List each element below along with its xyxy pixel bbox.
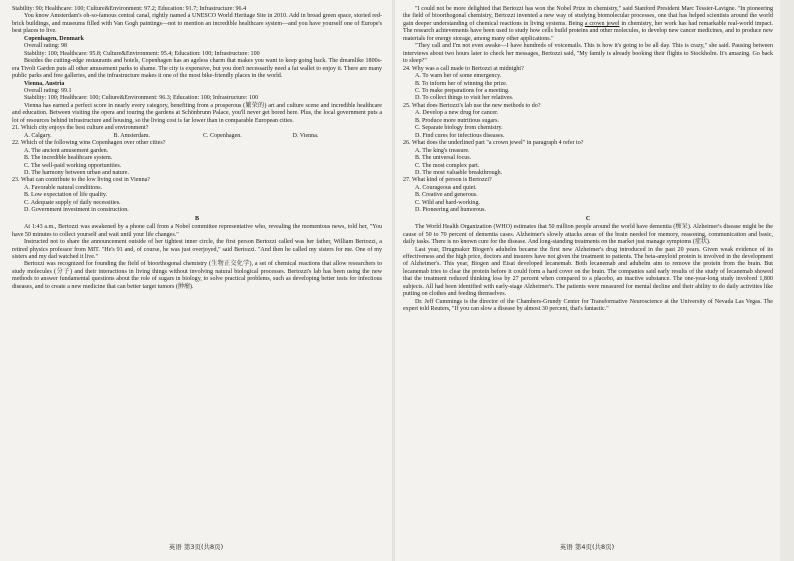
option: A. To warn her of some emergency.: [415, 73, 502, 80]
question-22: 22. Which of the following wins Copenhagen over other cities?: [12, 140, 166, 147]
question-21: 21. Which city enjoys the best culture and environment?: [12, 125, 149, 132]
option: D. To collect things to visit her relatives.: [415, 95, 514, 102]
page-4: [395, 0, 779, 561]
vienna-rating: Overall rating: 99.1: [24, 87, 72, 94]
question-23: 23. What can contribute to the low living cost in Vienna?: [12, 177, 150, 184]
option: D. The most valuable breakthrough.: [415, 169, 503, 176]
passage-c-paragraph-2: Last year, Drugmaker Biogen's aduhelm became the first new Alzheimer's drug introduced in the past 20 years. Given weak evidence of its effectiveness and the high price, doctors and insurers have not given the treatment to patients. The beta-amyloid protein is involved in the development of Alzheimer's. This year, Biogen and Eisai developed lecanemab. Both lecanemab and aduhelm aim to remove the protein from the brain. But lecanemab tries to clear the protein before it could form a hard cover on the brain. The companies said early results of the study of lecanemab showed that the treatment reduced thinking loss by 27 percent when compared to a placebo, an inactive substance. The one-year-long study involved 1,800 subjects. All had been identified with early-stage Alzheimer's. The patients were measured for mental decline and their ability to do daily activities like putting on clothes and feeding themselves.: [403, 246, 773, 298]
paragraph-text: in chemistry, her work has had remarkable real-world impact. The research achievements have been used to study how cells build proteins and other molecules, to develop new cancer medicines, and to produce new materials for energy storage, among many other applications.": [403, 20, 774, 42]
option: A. The ancient amusement garden.: [24, 147, 109, 154]
vienna-description: Vienna has earned a perfect score in nearly every category, benefiting from a prosperous (繁荣的) art and culture scene and incredible healthcare and education. Between visiting the opera and touring the gardens at Schönbrunn Palace, you'll never get bored here. Plus, the local government puts a lot of resources behind infrastructure and housing, so the living cost is far lower than in comparable European cities.: [12, 102, 382, 124]
option: A. Calgary.: [24, 132, 52, 139]
option: C. The most complex part.: [415, 162, 480, 169]
amsterdam-stats: Stability: 90; Healthcare: 100; Culture&Environment: 97.2; Education: 91.7; Infrastructure: 96.4: [12, 6, 247, 12]
copenhagen-heading: Copenhagen, Denmark: [24, 35, 84, 42]
copenhagen-description: Besides the cutting-edge restaurants and hotels, Copenhagen has an ageless charm that makes you want to keep going back. The dreamlike 1800s-era Tivoli Garden puts all other amusement parks to shame. The city is expensive, but you don't necessarily need a fat wallet to enjoy it. There are many public parks and free galleries, and the infrastructure makes it one of the most bike-friendly places in the world.: [12, 58, 382, 80]
passage-b-paragraph-4: [403, 6, 773, 43]
passage-b-paragraph-2: Instructed not to share the announcement outside of her tightest inner circle, the first person Bertozzi called was her father, William Bertozzi, a retired physics professor from MIT. "He's 91 and, of course, he was just overjoyed," said Bertozzi. "And then he called my sisters for me. One of my sisters and my dad watched it live.": [12, 239, 382, 260]
passage-b-paragraph-1: At 1:43 a.m., Bertozzi was awakened by a phone call from a Nobel committee representative who, revealing the momentous news, told her, "You have 50 minutes to collect yourself and wait until your life changes.": [12, 224, 382, 238]
underlined-phrase: a crown jewel: [584, 20, 620, 27]
option: A. Favorable natural conditions.: [24, 184, 103, 191]
paragraph-text: "I could not be more delighted that Bertozzi has won the Nobel Prize in chemistry," said Stanford President Marc Tessier-Lavigne. "In pioneering the field of bioorthogonal chemistry, Bertozzi invented a new way of studying biomolecular processes, one that has helped scientists around the world gain deeper understanding of chemical reactions in living systems. Being: [403, 6, 773, 27]
option: A. The king's treasure.: [415, 147, 470, 154]
paper-edge: [780, 0, 794, 561]
section-c-heading: C: [585, 215, 591, 222]
option: B. Amsterdam.: [113, 132, 150, 139]
page-footer: 英语 第3页(共8页): [168, 542, 224, 551]
copenhagen-stats: Stability: 100; Healthcare: 95.8; Culture&Environment: 95.4; Education: 100; Infrastructure: 100: [24, 50, 260, 57]
copenhagen-rating: Overall rating: 98: [24, 43, 67, 50]
option: B. To inform her of winning the prize.: [415, 80, 508, 87]
section-b-heading: B: [194, 215, 200, 222]
option: B. Produce more nutritious sugars.: [415, 117, 499, 124]
option: C. Copenhagen.: [203, 132, 242, 139]
option: A. Develop a new drug for cancer.: [415, 110, 499, 117]
option: D. Pioneering and humorous.: [415, 207, 487, 214]
option: D. Government investment in construction.: [24, 207, 129, 214]
passage-b-paragraph-5: "They call and I'm not even awake—I have hundreds of voicemails. This is how it's going to be all day. This is crazy," she said. Pausing between interviews about two hours later to check her messages, Bertozzi said, "My family is already booking their flights to Stockholm. It's amazing. Go back to sleep?": [403, 43, 773, 65]
option: B. Creative and generous.: [415, 192, 478, 199]
option: C. Adequate supply of daily necessities.: [24, 199, 121, 206]
page-3: [0, 0, 392, 561]
option: B. Low expectation of life quality.: [24, 192, 108, 199]
option: D. Vienna.: [292, 132, 319, 139]
option: D. The harmony between urban and nature.: [24, 169, 129, 176]
option: C. To make preparations for a meeting.: [415, 87, 510, 94]
page-footer: 英语 第4页(共8页): [559, 542, 615, 551]
question-27: 27. What kind of person is Bertozzi?: [403, 177, 492, 184]
vienna-stats: Stability: 100; Healthcare: 100; Culture&Environment: 96.3; Education: 100; Infrastructure: 100: [24, 95, 259, 102]
vienna-heading: Vienna, Austria: [24, 80, 65, 87]
passage-c-paragraph-1: The World Health Organization (WHO) estimates that 50 million people around the world have dementia (痴呆). Alzheimer's disease might be the cause of 50 to 70 percent of dementia cases. Alzheimer's slowly attacks areas of the brain needed for memory, reasoning, communication and basic, daily tasks. There is no known cure for the disease. And long-standing treatments on the market just manage symptoms (症状).: [403, 224, 773, 246]
option: B. The universal focus.: [415, 155, 472, 162]
option: A. Courageous and quiet.: [415, 184, 477, 191]
option: B. The incredible healthcare system.: [24, 155, 113, 162]
passage-b-paragraph-3: Bertozzi was recognized for founding the field of bioorthogonal chemistry (生物正交化学), a set of chemical reactions that allow researchers to study molecules (分子) and their interactions in living things without involving natural biological processes. Bertozzi's lab has been using the new methods to answer fundamental questions about the role of sugars in biology, to solve practical problems, such as developing better tests for infectious diseases, and to create a new medicine that can better target tumors (肿瘤).: [12, 261, 382, 290]
option: D. Find cures for infectious diseases.: [415, 132, 505, 139]
passage-c-paragraph-3: Dr. Jeff Cummings is the director of the Chambers-Grundy Center for Transformative Neuroscience at the University of Nevada Las Vegas. The expert told Reuters, "If you can slow a disease by almost 30 percent, that's fantastic.": [403, 298, 773, 313]
option: C. Wild and hard-working.: [415, 199, 480, 206]
question-25: 25. What does Bertozzi's lab use the new methods to do?: [403, 102, 541, 109]
question-24: 24. Why was a call made to Bertozzi at midnight?: [403, 65, 524, 72]
amsterdam-description: You know Amsterdam's oh-so-famous central canal, rightly named a UNESCO World Heritage Site in 2010. Add in broad green space, storied red-brick buildings, and museums filled with Van Gogh paintings—not to mention an incredible healthcare system—and you have yourself one of Europe's best places to live.: [12, 13, 382, 35]
option: C. Separate biology from chemistry.: [415, 125, 503, 132]
question-26: 26. What does the underlined part "a crown jewel" in paragraph 4 refer to?: [403, 140, 584, 147]
option: C. The well-paid working opportunities.: [24, 162, 122, 169]
